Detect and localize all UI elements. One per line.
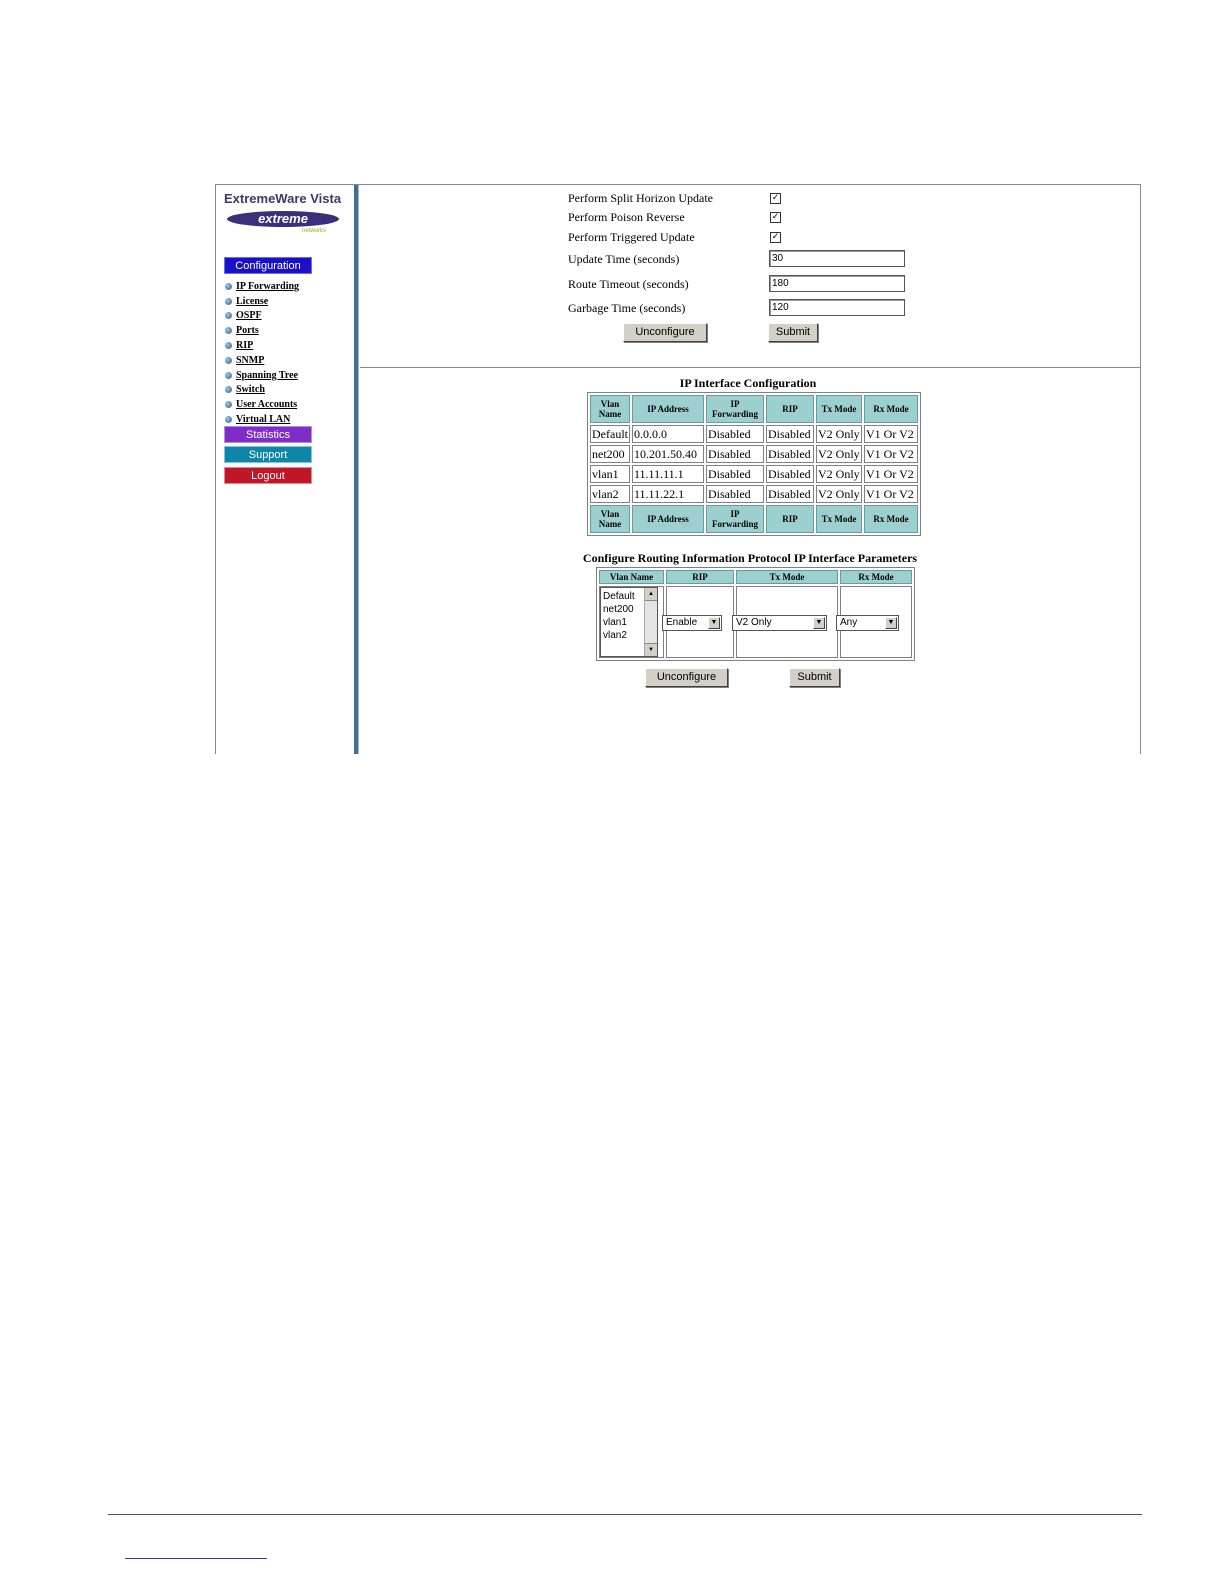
col-vlan-name: Vlan Name <box>599 570 664 584</box>
scroll-down-icon[interactable]: ▼ <box>645 643 657 656</box>
table-row <box>590 445 918 463</box>
cell: Disabled <box>706 485 764 503</box>
cell: 10.201.50.40 <box>632 445 704 463</box>
list-item[interactable]: vlan2 <box>603 630 627 641</box>
global-submit-button[interactable]: Submit <box>768 323 818 342</box>
cell: net200 <box>590 445 630 463</box>
bullet-icon <box>225 416 232 423</box>
col-ip-address: IP Address <box>632 505 704 533</box>
logo-subtext: networks <box>301 228 326 233</box>
nav-link-license[interactable] <box>225 294 299 309</box>
col-rip: RIP <box>766 505 814 533</box>
nav-link-virtual-lan[interactable] <box>225 412 299 427</box>
triggered-update-label: Perform Triggered Update <box>568 230 695 244</box>
bullet-icon <box>225 386 232 393</box>
chevron-down-icon[interactable]: ▼ <box>885 617 897 629</box>
chevron-down-icon[interactable]: ▼ <box>708 617 720 629</box>
bullet-icon <box>225 372 232 379</box>
col-rx-mode: Rx Mode <box>864 395 918 423</box>
nav-configuration-button[interactable]: Configuration <box>224 257 312 274</box>
cell: vlan2 <box>590 485 630 503</box>
extreme-logo-icon <box>226 209 340 233</box>
params-submit-button[interactable]: Submit <box>789 668 840 687</box>
table-header-row <box>590 395 918 423</box>
route-timeout-input[interactable]: 180 <box>769 275 905 292</box>
col-vlan-name: Vlan Name <box>590 505 630 533</box>
config-link-list <box>225 279 299 427</box>
cell: Default <box>590 425 630 443</box>
list-item[interactable]: vlan1 <box>603 617 627 628</box>
table-header-row <box>599 570 912 584</box>
cell: V1 Or V2 <box>864 445 918 463</box>
cell: Disabled <box>706 425 764 443</box>
bullet-icon <box>225 312 232 319</box>
tx-mode-select[interactable] <box>732 615 827 631</box>
col-ip-forwarding: IP Forwarding <box>706 505 764 533</box>
list-item[interactable]: Default <box>603 591 635 602</box>
col-rx-mode: Rx Mode <box>840 570 912 584</box>
ip-interface-table <box>587 392 921 536</box>
bullet-icon <box>225 298 232 305</box>
section-separator <box>360 367 1140 368</box>
garbage-time-input[interactable]: 120 <box>769 299 905 316</box>
params-unconfigure-button[interactable]: Unconfigure <box>645 668 728 687</box>
col-tx-mode: Tx Mode <box>816 505 862 533</box>
global-unconfigure-button[interactable]: Unconfigure <box>623 323 707 342</box>
nav-support-button[interactable]: Support <box>224 446 312 463</box>
bullet-icon <box>225 327 232 334</box>
nav-link-label[interactable]: License <box>236 295 269 307</box>
update-time-label: Update Time (seconds) <box>568 252 680 266</box>
cell: Disabled <box>766 465 814 483</box>
rx-mode-select-value: Any <box>840 617 858 628</box>
logo-text: extreme <box>258 211 308 226</box>
col-tx-mode: Tx Mode <box>816 395 862 423</box>
cell: 0.0.0.0 <box>632 425 704 443</box>
listbox-scrollbar[interactable] <box>644 588 657 656</box>
cell: Disabled <box>766 445 814 463</box>
split-horizon-checkbox[interactable]: ✓ <box>771 193 780 203</box>
nav-link-user-accounts[interactable] <box>225 397 299 412</box>
nav-link-label[interactable]: OSPF <box>236 310 262 322</box>
nav-link-label[interactable]: IP Forwarding <box>236 280 300 292</box>
cell: V2 Only <box>816 425 862 443</box>
nav-link-label[interactable]: Switch <box>236 384 265 396</box>
bullet-icon <box>225 401 232 408</box>
nav-statistics-button[interactable]: Statistics <box>224 426 312 443</box>
bullet-icon <box>225 342 232 349</box>
scroll-up-icon[interactable]: ▲ <box>645 588 657 601</box>
col-rx-mode: Rx Mode <box>864 505 918 533</box>
list-item[interactable]: net200 <box>603 604 634 615</box>
browser-frame <box>215 184 1141 754</box>
nav-link-label[interactable]: SNMP <box>236 354 265 366</box>
cell: V2 Only <box>816 485 862 503</box>
nav-link-ip-forwarding[interactable] <box>225 279 299 294</box>
poison-reverse-label: Perform Poison Reverse <box>568 210 685 224</box>
table-row <box>590 425 918 443</box>
footer-link-underline <box>125 1558 267 1559</box>
rx-mode-select[interactable] <box>836 615 899 631</box>
frame-divider-highlight <box>358 185 359 754</box>
split-horizon-label: Perform Split Horizon Update <box>568 191 713 205</box>
nav-logout-button[interactable]: Logout <box>224 467 312 484</box>
nav-link-label[interactable]: Ports <box>236 325 259 337</box>
cell: Disabled <box>706 445 764 463</box>
nav-link-label[interactable]: User Accounts <box>236 399 298 411</box>
cell: Disabled <box>706 465 764 483</box>
brand-title: ExtremeWare Vista <box>224 191 342 206</box>
rip-select-value: Enable <box>666 617 698 628</box>
cell: 11.11.22.1 <box>632 485 704 503</box>
col-rip: RIP <box>766 395 814 423</box>
cell: V2 Only <box>816 465 862 483</box>
main-content <box>360 185 1140 754</box>
triggered-update-checkbox[interactable]: ✓ <box>771 232 780 242</box>
ip-interface-title: IP Interface Configuration <box>679 376 817 390</box>
nav-link-label[interactable]: Virtual LAN <box>236 414 291 426</box>
cell: V2 Only <box>816 445 862 463</box>
cell: vlan1 <box>590 465 630 483</box>
bullet-icon <box>225 283 232 290</box>
table-row <box>590 465 918 483</box>
rip-params-title: Configure Routing Information Protocol IP Interface Parameters <box>582 551 918 565</box>
bullet-icon <box>225 357 232 364</box>
poison-reverse-checkbox[interactable]: ✓ <box>771 212 780 222</box>
nav-link-snmp[interactable] <box>225 353 299 368</box>
col-vlan-name: Vlan Name <box>590 395 630 423</box>
cell: 11.11.11.1 <box>632 465 704 483</box>
tx-mode-select-value: V2 Only <box>736 617 772 628</box>
col-ip-address: IP Address <box>632 395 704 423</box>
table-row <box>590 485 918 503</box>
cell: Disabled <box>766 425 814 443</box>
nav-link-label[interactable]: Spanning Tree <box>236 369 298 381</box>
col-tx-mode: Tx Mode <box>736 570 838 584</box>
footer-rule <box>108 1514 1142 1515</box>
garbage-time-label: Garbage Time (seconds) <box>568 301 686 315</box>
route-timeout-label: Route Timeout (seconds) <box>568 277 689 291</box>
cell: V1 Or V2 <box>864 425 918 443</box>
nav-link-ports[interactable] <box>225 323 299 338</box>
nav-link-ospf[interactable] <box>225 309 299 324</box>
nav-link-label[interactable]: RIP <box>236 340 254 352</box>
vlan-name-listbox[interactable] <box>600 587 658 657</box>
chevron-down-icon[interactable]: ▼ <box>813 617 825 629</box>
nav-link-rip[interactable] <box>225 338 299 353</box>
nav-link-spanning-tree[interactable] <box>225 368 299 383</box>
cell: V1 Or V2 <box>864 465 918 483</box>
nav-link-switch[interactable] <box>225 383 299 398</box>
cell: V1 Or V2 <box>864 485 918 503</box>
update-time-input[interactable]: 30 <box>769 250 905 267</box>
rip-select[interactable] <box>662 615 722 631</box>
sidebar <box>216 185 354 754</box>
col-rip: RIP <box>666 570 734 584</box>
table-footer-row <box>590 505 918 533</box>
cell: Disabled <box>766 485 814 503</box>
col-ip-forwarding: IP Forwarding <box>706 395 764 423</box>
